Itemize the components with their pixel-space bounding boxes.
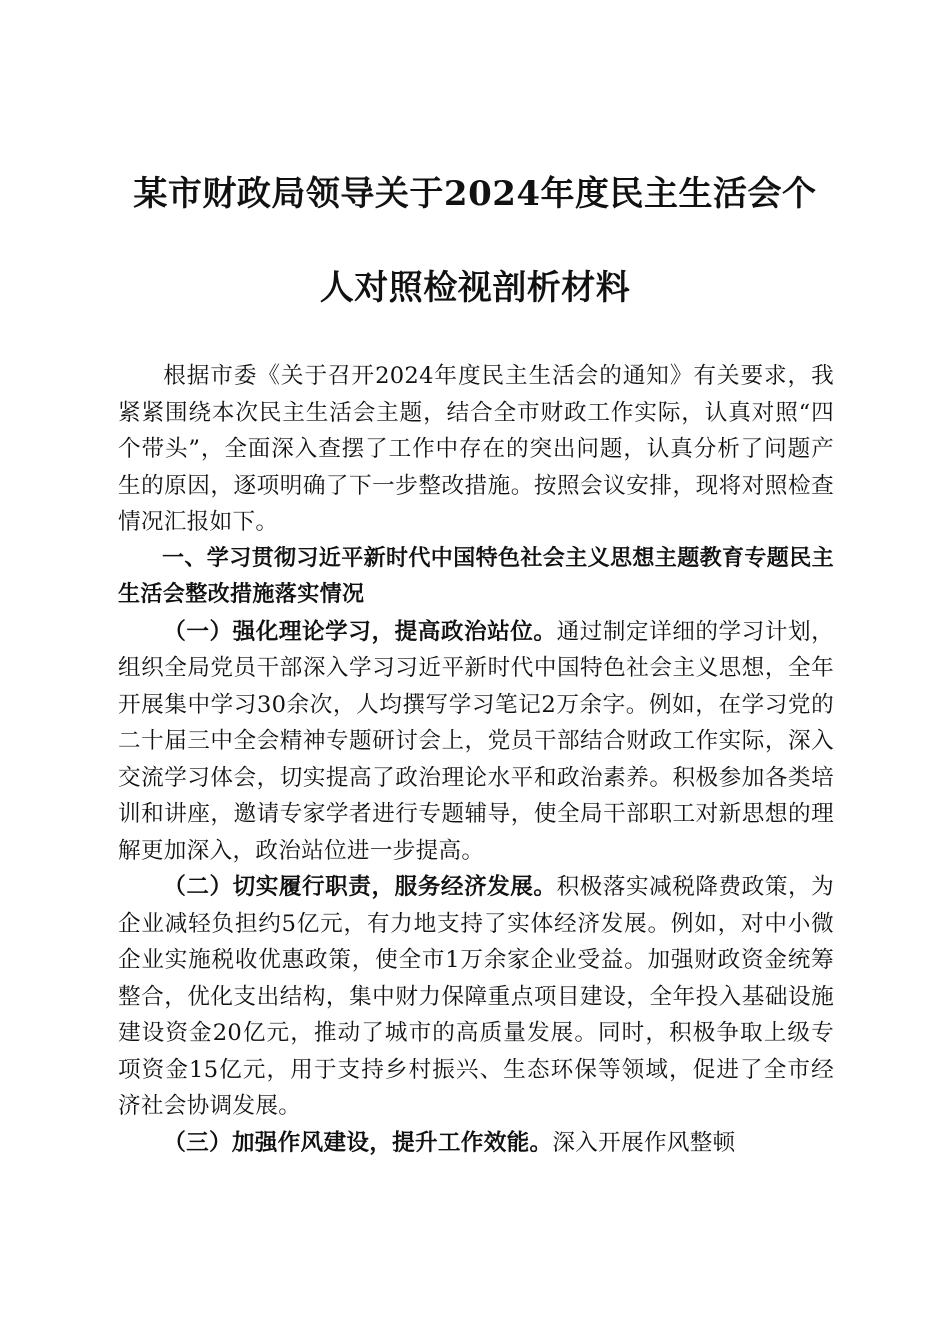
item-text-3: 深入开展作风整顿 bbox=[552, 1129, 736, 1156]
document-title-line-2: 人对照检视剖析材料 bbox=[319, 268, 631, 308]
item-lead-3: （三）加强作风建设，提升工作效能。 bbox=[163, 1129, 553, 1156]
item-text-2: 积极落实减税降费政策，为企业减轻负担约5亿元，有力地支持了实体经济发展。例如，对中小微企业实施税收优惠政策，使全市1万余家企业受益。加强财政资金统筹整合，优化支出结构，集中财力保障重点项目建设，全年投入基础设施建设资金20亿元，推动了城市的高质量发展。同时，积极争取上级专项资金15亿元，用于支持乡村振兴、生态环保等领域，促进了全市经济社会协调发展。 bbox=[118, 874, 834, 1119]
item-lead-1: （一）强化理论学习，提高政治站位。 bbox=[163, 618, 557, 645]
item-lead-2: （二）切实履行职责，服务经济发展。 bbox=[163, 874, 557, 900]
item-paragraph-1 bbox=[118, 614, 834, 870]
section-heading-1: 一、学习贯彻习近平新时代中国特色社会主义思想主题教育专题民主生活会整改措施落实情况 bbox=[118, 545, 835, 607]
item-paragraph-3 bbox=[118, 1125, 834, 1162]
item-text-1: 通过制定详细的学习计划，组织全局党员干部深入学习习近平新时代中国特色社会主义思想，全年开展集中学习30余次，人均撰写学习笔记2万余字。例如，在学习党的二十届三中全会精神专题研讨会上，党员干部结合财政工作实际，深入交流学习体会，切实提高了政治理论水平和政治素养。积极参加各类培训和讲座，邀请专家学者进行专题辅导，使全局干部职工对新思想的理解更加深入，政治站位进一步提高。 bbox=[118, 618, 834, 864]
document-title-line-1: 某市财政局领导关于2024年度民主生活会个 bbox=[133, 174, 817, 214]
document-body bbox=[118, 358, 834, 1161]
item-paragraph-2 bbox=[118, 869, 834, 1125]
intro-paragraph: 根据市委《关于召开2024年度民主生活会的通知》有关要求，我紧紧围绕本次民主生活会主题，结合全市财政工作实际，认真对照“四个带头”，全面深入查摆了工作中存在的突出问题，认真分析了问题产生的原因，逐项明确了下一步整改措施。按照会议安排，现将对照检查情况汇报如下。 bbox=[118, 363, 834, 535]
